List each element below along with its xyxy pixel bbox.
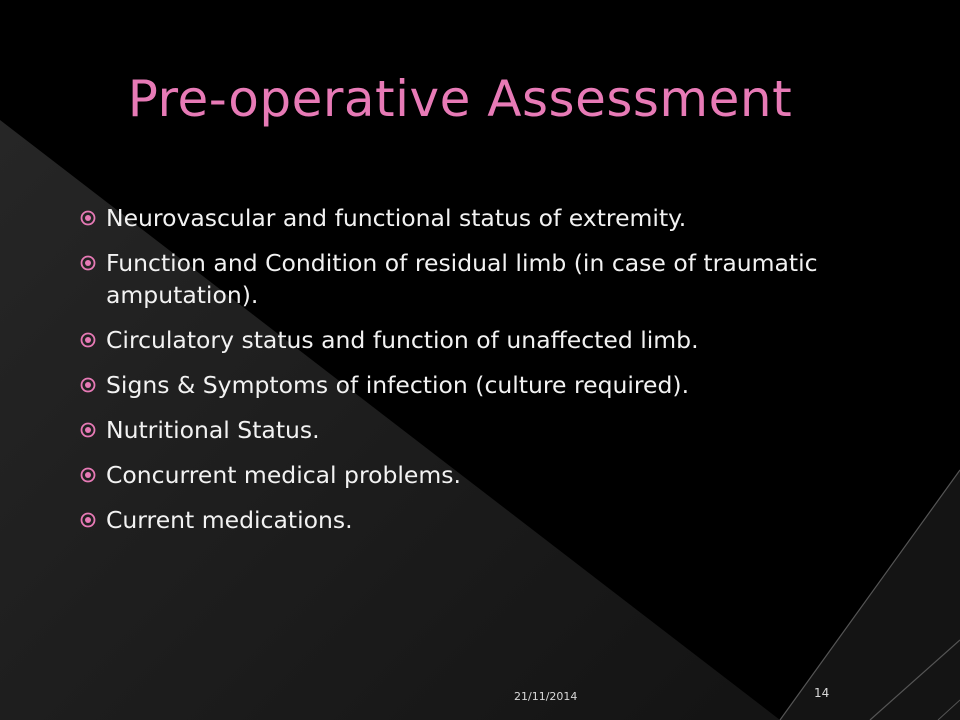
bullet-item [80,324,920,356]
bullet-text: Signs & Symptoms of infection (culture required). [106,371,690,399]
target-circle-icon [80,504,106,536]
bullet-list [80,202,920,549]
target-circle-icon [80,247,106,279]
slide-title: Pre-operative Assessment [127,70,793,128]
bullet-item [80,247,920,311]
bullet-item [80,504,920,536]
bullet-item [80,459,920,491]
target-circle-icon [80,369,106,401]
bullet-text: Circulatory status and function of unaffected limb. [106,326,699,354]
bullet-item [80,369,920,401]
target-circle-icon [80,459,106,491]
target-circle-icon [80,414,106,446]
bullet-text: Function and Condition of residual limb (in case of traumatic amputation). [106,249,818,309]
bullet-text: Neurovascular and functional status of extremity. [106,204,687,232]
bullet-text: Concurrent medical problems. [106,461,461,489]
bullet-item [80,414,920,446]
bullet-text: Nutritional Status. [106,416,320,444]
footer-date: 21/11/2014 [514,690,578,703]
target-circle-icon [80,202,106,234]
page-number: 14 [814,686,830,700]
bullet-item [80,202,920,234]
target-circle-icon [80,324,106,356]
bullet-text: Current medications. [106,506,353,534]
